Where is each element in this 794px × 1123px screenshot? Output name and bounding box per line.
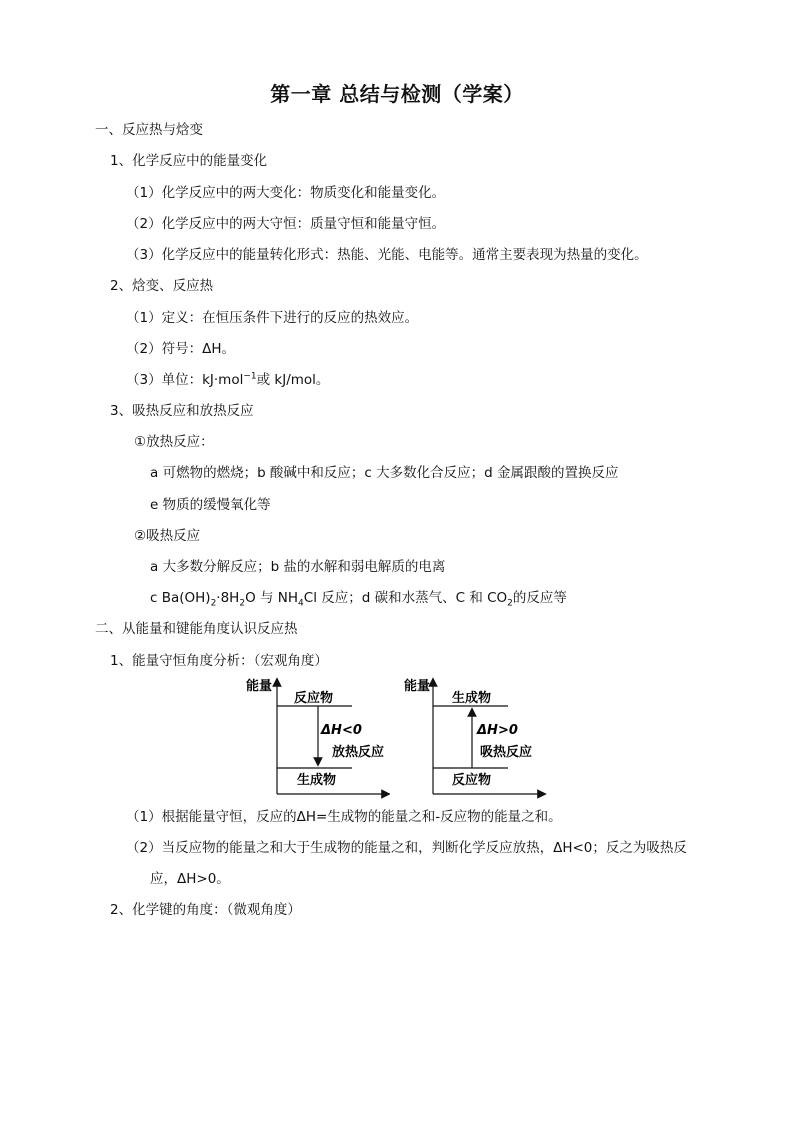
- formula-part: c Ba(OH): [150, 590, 211, 606]
- formula-part: ·8H: [216, 590, 240, 606]
- item-2-1-2: （2）当反应物的能量之和大于生成物的能量之和，判断化学反应放热，ΔH<0；反之为吸热反: [126, 840, 687, 856]
- subsection-1-3-heading: 3、吸热反应和放热反应: [110, 403, 254, 419]
- endothermic-heading: ②吸热反应: [134, 528, 201, 544]
- item-1-1-1: （1）化学反应中的两大变化：物质变化和能量变化。: [126, 185, 446, 201]
- formula-part: O 与 NH: [245, 590, 299, 606]
- reaction-type-label: 放热反应: [332, 745, 385, 760]
- delta-h-label: ΔH>0: [477, 723, 518, 738]
- subsection-1-2-heading: 2、焓变、反应热: [110, 278, 214, 294]
- bottom-level-label: 生成物: [297, 773, 337, 788]
- subsection-2-1-heading: 1、能量守恒角度分析：（宏观角度）: [110, 653, 328, 669]
- y-axis-label: 能量: [246, 679, 273, 694]
- formula-subscript: 2: [507, 598, 513, 609]
- exothermic-heading: ①放热反应：: [134, 434, 214, 450]
- subsection-2-2-heading: 2、化学键的角度：（微观角度）: [110, 902, 301, 918]
- item-1-2-2: （2）符号：ΔH。: [126, 341, 235, 357]
- formula-subscript: 2: [210, 598, 217, 609]
- section-2-heading: 二、从能量和键能角度认识反应热: [95, 621, 298, 637]
- exothermic-list-a: a 可燃物的燃烧；b 酸碱中和反应；c 大多数化合反应；d 金属跟酸的置换反应: [150, 465, 619, 481]
- unit-text-pre: （3）单位：kJ·mol: [126, 372, 244, 388]
- top-level-label: 反应物: [294, 691, 334, 706]
- unit-text-post: 或 kJ/mol。: [256, 372, 330, 388]
- y-axis-label: 能量: [404, 679, 431, 694]
- item-2-1-2-continued: 应，ΔH>0。: [150, 871, 230, 887]
- subsection-1-1-heading: 1、化学反应中的能量变化: [110, 153, 268, 169]
- formula-part: 的反应等: [512, 590, 567, 606]
- formula-part: Cl 反应；d 碳和水蒸气、C 和 CO: [303, 590, 508, 606]
- page-title: 第一章 总结与检测（学案）: [270, 82, 524, 106]
- item-1-1-3: （3）化学反应中的能量转化形式：热能、光能、电能等。通常主要表现为热量的变化。: [126, 247, 648, 263]
- endothermic-energy-diagram: [402, 676, 548, 800]
- unit-superscript: −1: [243, 371, 257, 382]
- item-2-1-1: （1）根据能量守恒，反应的ΔH=生成物的能量之和-反应物的能量之和。: [126, 809, 562, 825]
- delta-h-label: ΔH<0: [321, 723, 362, 738]
- reaction-type-label: 吸热反应: [480, 745, 533, 760]
- formula-subscript: 2: [239, 598, 246, 609]
- exothermic-list-e: e 物质的缓慢氧化等: [150, 497, 271, 513]
- item-1-2-3: [126, 371, 329, 389]
- bottom-level-label: 反应物: [452, 773, 492, 788]
- item-1-1-2: （2）化学反应中的两大守恒：质量守恒和能量守恒。: [126, 216, 446, 232]
- formula-subscript: 4: [298, 598, 304, 609]
- exothermic-energy-diagram: [244, 676, 390, 800]
- endothermic-list-c: [150, 589, 567, 607]
- section-1-heading: 一、反应热与焓变: [95, 122, 203, 138]
- endothermic-list-a: a 大多数分解反应；b 盐的水解和弱电解质的电离: [150, 559, 446, 575]
- top-level-label: 生成物: [452, 691, 492, 706]
- item-1-2-1: （1）定义：在恒压条件下进行的反应的热效应。: [126, 310, 419, 326]
